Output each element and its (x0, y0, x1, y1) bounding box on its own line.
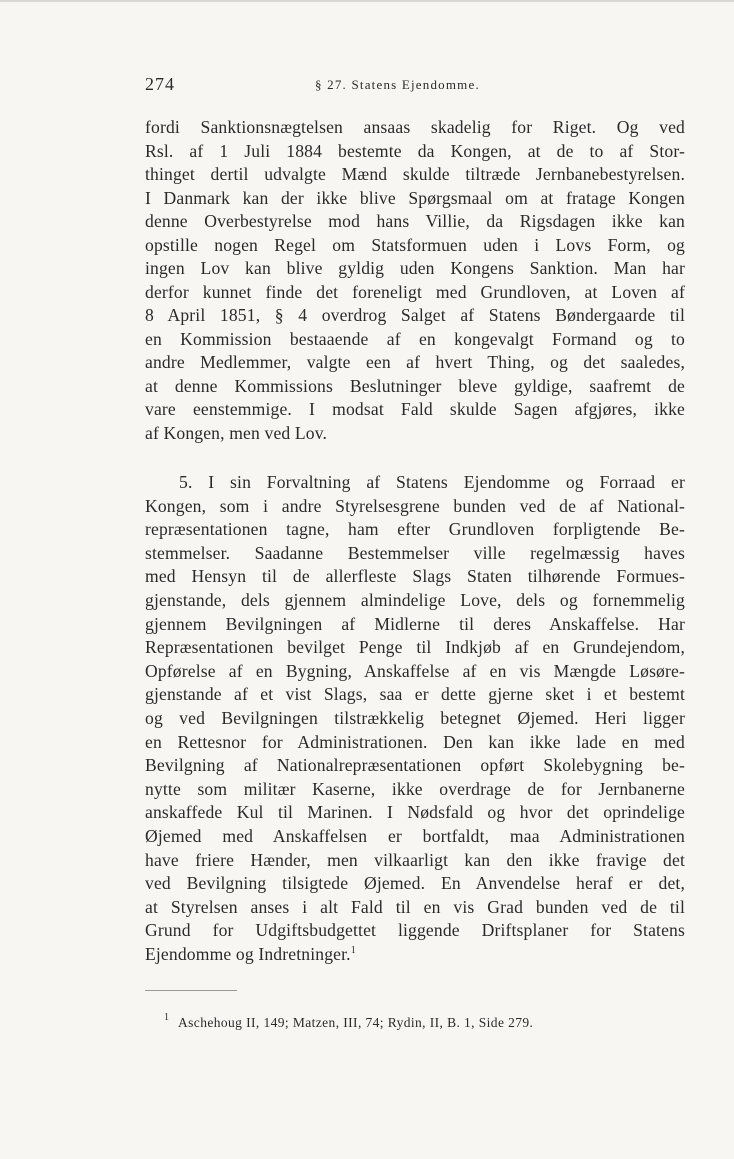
text-line: Bevilgning af Nationalrepræsentationen opført Skolebygning be- (145, 755, 685, 776)
text-line: og ved Bevilgningen tilstrækkelig betegnet Øjemed. Heri ligger (145, 708, 685, 728)
text-line: en Kommission bestaaende af en kongevalgt Formand og to (145, 328, 685, 349)
text-line: at Styrelsen anses i alt Fald til en vis Grad bunden ved de til (145, 896, 685, 917)
text-line: Øjemed med Anskaffelsen er bortfaldt, maa Administrationen (145, 826, 685, 846)
text-line: en Rettesnor for Administrationen. Den kan ikke lade en med (145, 731, 685, 752)
text-line: nytte som militær Kaserne, ikke overdrage de for Jernbanerne (145, 778, 685, 799)
text-line: af Kongen, men ved Lov. (145, 422, 328, 443)
text-line: stemmelser. Saadanne Bestemmelser ville regelmæssig haves (145, 542, 685, 563)
footnote-reference[interactable]: 1 (350, 945, 356, 957)
text-line: have friere Hænder, men vilkaarligt kan den ikke fravige det (145, 849, 685, 870)
text-line: gjennem Bevilgningen af Midlerne til deres Anskaffelse. Har (145, 613, 685, 634)
footnote-marker: 1 (164, 1012, 170, 1023)
text-line: Opførelse af en Bygning, Anskaffelse af en vis Mængde Løsøre- (145, 660, 685, 681)
text-line: ved Bevilgning tilsigtede Øjemed. En Anvendelse heraf er det, (145, 873, 685, 894)
text-line: Repræsentationen bevilget Penge til Indkjøb af en Grundejendom, (145, 637, 685, 658)
text-line: at denne Kommissions Beslutninger bleve gyldige, saafremt de (145, 375, 685, 396)
text-line: vare eenstemmige. I modsat Fald skulde Sagen afgjøres, ikke (145, 399, 685, 419)
text-line-last (145, 942, 685, 966)
text-line: Ejendomme og Indretninger. (145, 944, 351, 964)
text-line: thinget dertil udvalgte Mænd skulde tiltræde Jernbanebestyrelsen. (145, 164, 685, 184)
text-line: derfor kunnet finde det foreneligt med Grundloven, at Loven af (145, 281, 685, 302)
text-line: 8 April 1851, § 4 overdrog Salget af Statens Bøndergaarde til (145, 305, 685, 325)
text-line: gjenstande af et vist Slags, saa er dette gjerne sket i et bestemt (145, 684, 685, 705)
text-line: opstille nogen Regel om Statsformuen uden i Lovs Form, og (145, 234, 685, 255)
section-heading: § 27. Statens Ejendomme. (315, 77, 480, 92)
text-line: repræsentationen tagne, ham efter Grundloven forpligtende Be- (145, 519, 685, 540)
text-line: fordi Sanktionsnægtelsen ansaas skadelig for Riget. Og ved (145, 117, 685, 137)
text-line: denne Overbestyrelse mod hans Villie, da Rigsdagen ikke kan (145, 211, 685, 231)
text-line: Rsl. af 1 Juli 1884 bestemte da Kongen, at de to af Stor- (145, 140, 685, 161)
text-line: Kongen, som i andre Styrelsesgrene bunden ved de af National- (145, 495, 685, 516)
text-line: med Hensyn til de allerfleste Slags Staten tilhørende Formues- (145, 566, 685, 587)
text-line: Grund for Udgiftsbudgettet liggende Driftsplaner for Statens (145, 920, 685, 941)
footnote-text: Aschehoug II, 149; Matzen, III, 74; Rydin, II, B. 1, Side 279. (178, 1015, 534, 1030)
text-line: anskaffede Kul til Marinen. I Nødsfald og hvor det oprindelige (145, 802, 685, 823)
text-line: 5. I sin Forvaltning af Statens Ejendomme og Forraad er (179, 472, 685, 492)
running-header (145, 74, 685, 98)
footnote (164, 1012, 534, 1031)
text-line: I Danmark kan der ikke blive Spørgsmaal om at fratage Kongen (145, 187, 685, 208)
page-number: 274 (145, 74, 175, 94)
text-line: gjenstande, dels gjennem almindelige Love, dels og fornemmelig (145, 590, 685, 610)
footnote-separator (145, 990, 237, 991)
text-line: andre Medlemmer, valgte een af hvert Thing, og det saaledes, (145, 352, 685, 372)
text-line: ingen Lov kan blive gyldig uden Kongens Sanktion. Man har (145, 258, 685, 278)
page-top-edge (0, 0, 734, 2)
